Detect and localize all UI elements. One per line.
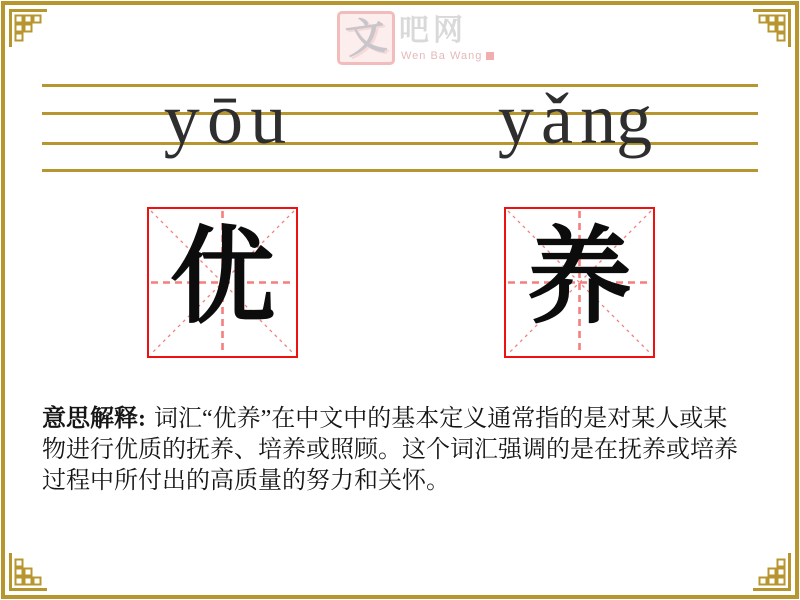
character-box-you	[147, 207, 298, 358]
definition-line-2: 物进行优质的抚养、培养或照顾。这个词汇强调的是在抚养或培养	[42, 437, 738, 463]
site-logo-watermark	[337, 8, 483, 66]
pinyin-syllable-yang: y ǎ ng	[497, 79, 653, 159]
logo-subtitle-row	[401, 50, 494, 62]
logo-subtitle-text: Wen Ba Wang	[401, 50, 483, 62]
corner-ornament-top-right-icon	[750, 2, 798, 50]
definition-label: 意思解释:	[42, 406, 146, 432]
logo-square-icon	[486, 52, 494, 60]
logo-site-name: 吧网	[399, 14, 467, 47]
corner-ornament-top-left-icon	[2, 2, 50, 50]
pinyin-syllable-you: y ō u	[163, 79, 287, 159]
corner-ornament-bottom-left-icon	[2, 550, 50, 598]
pinyin-rule-line-4	[42, 169, 758, 172]
character-box-yang	[504, 207, 655, 358]
definition-line-1	[42, 404, 762, 435]
definition-line-1-text: 词汇“优养”在中文中的基本定义通常指的是对某人或某	[154, 406, 728, 432]
definition-text	[42, 404, 762, 497]
hanzi-glyph-you: 优	[169, 219, 275, 336]
definition-line-3: 过程中所付出的高质量的努力和关怀。	[42, 468, 450, 494]
corner-ornament-bottom-right-icon	[750, 550, 798, 598]
logo-stamp-icon	[337, 11, 395, 65]
hanzi-glyph-yang: 养	[526, 219, 632, 336]
logo-stamp-character: 文	[342, 12, 389, 63]
